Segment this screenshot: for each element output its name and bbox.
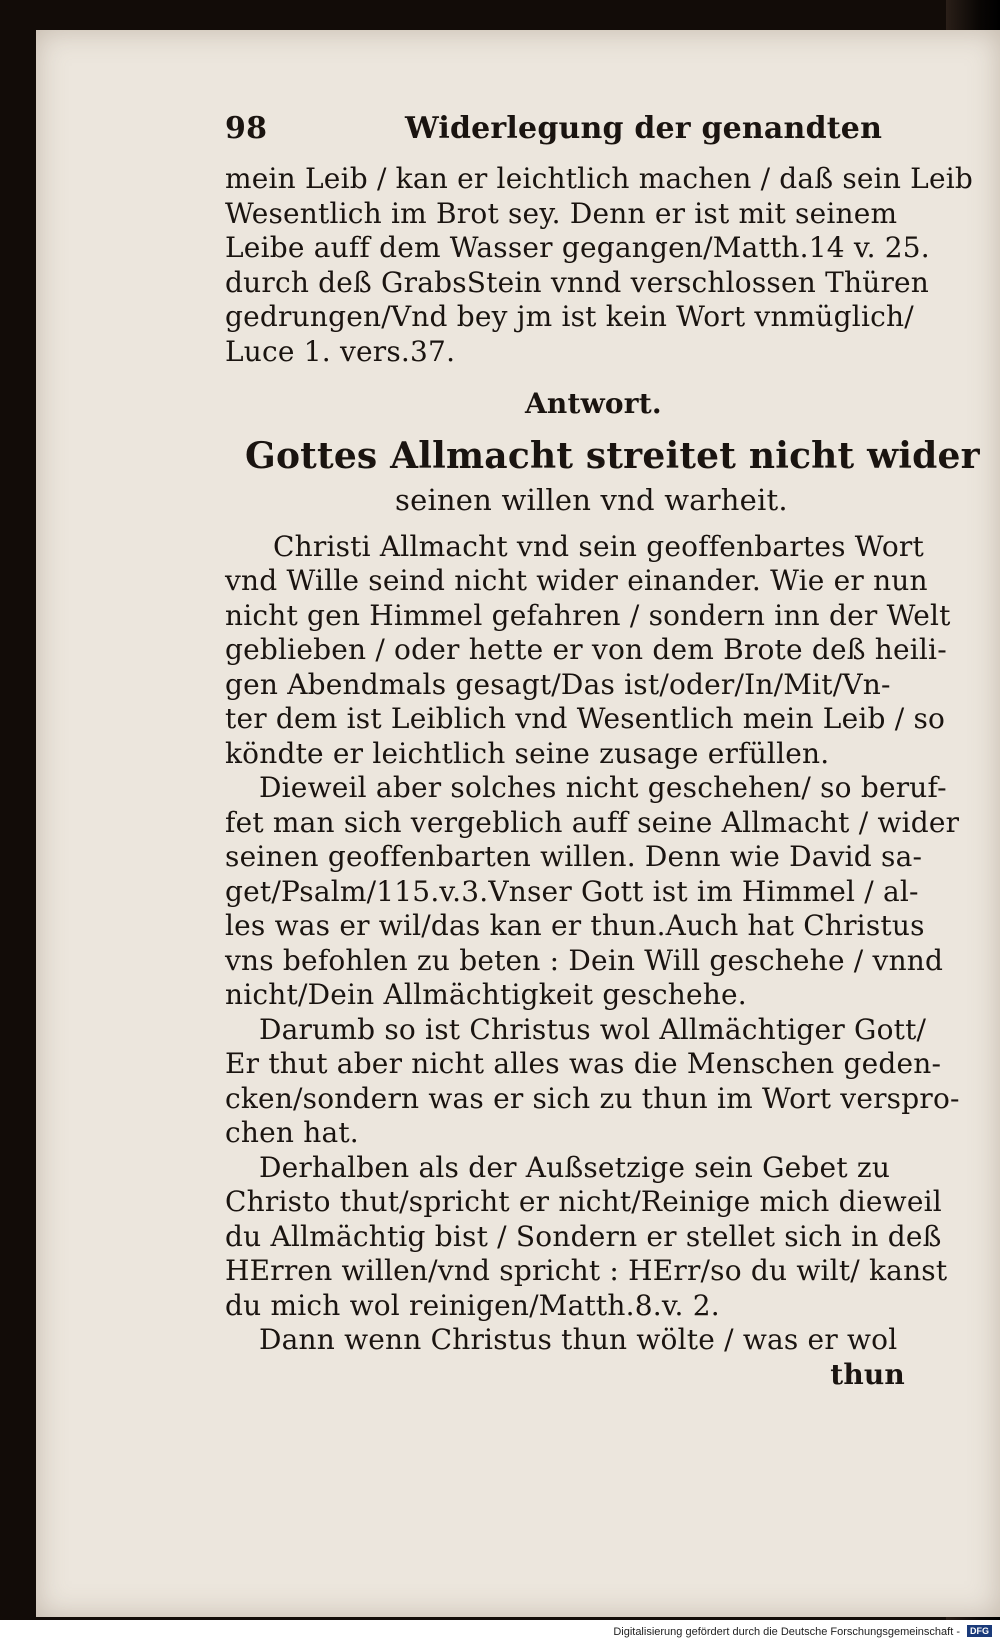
footer-bar (0, 1620, 1000, 1646)
text-line: cken/sondern was er sich zu thun im Wort verspro- (225, 1081, 960, 1115)
paragraph (225, 530, 975, 772)
text-line: gen Abendmals gesagt/Das ist/oder/In/Mit/Vn- (225, 667, 891, 701)
text-line: köndte er leichtlich seine zusage erfüllen. (225, 736, 830, 770)
text-line: les was er wil/das kan er thun.Auch hat Christus (225, 909, 925, 942)
text-line: Luce 1. vers.37. (225, 334, 456, 368)
paragraph (225, 1151, 975, 1324)
text-line: vnd Wille seind nicht wider einander. Wie er nun (225, 564, 928, 597)
text-line: chen hat. (225, 1116, 359, 1149)
paragraph (225, 1013, 975, 1151)
page-header (225, 112, 975, 162)
section-subtitle: seinen willen vnd warheit. (395, 482, 788, 517)
section-heading-antwort: Antwort. (525, 387, 662, 420)
text-line: Wesentlich im Brot sey. Denn er ist mit seinem (225, 196, 898, 230)
text-line: du mich wol reinigen/Matth.8.v. 2. (225, 1288, 720, 1322)
text-line: seinen geoffenbarten willen. Denn wie David sa- (225, 840, 923, 873)
text-line: nicht gen Himmel gefahren / sondern inn der Welt (225, 598, 951, 632)
text-line: Derhalben als der Außsetzige sein Gebet zu (259, 1150, 891, 1184)
text-line: Dieweil aber solches nicht geschehen/ so beruf- (259, 771, 947, 804)
text-line: HErren willen/vnd spricht : HErr/so du wilt/ kanst (225, 1254, 948, 1287)
text-line: vns befohlen zu beten : Dein Will geschehe / vnnd (225, 943, 944, 977)
digitization-credit: Digitalisierung gefördert durch die Deutsche Forschungsgemeinschaft - (613, 1626, 960, 1638)
text-line: ter dem ist Leiblich vnd Wesentlich mein Leib / so (225, 702, 946, 735)
running-title: Widerlegung der genandten (405, 111, 883, 146)
text-line: Darumb so ist Christus wol Allmächtiger Gott/ (259, 1012, 927, 1046)
text-line: durch deß GrabsStein vnnd verschlossen Thüren (225, 265, 930, 299)
text-line: Leibe auff dem Wasser gegangen/Matth.14 v. 25. (225, 231, 930, 264)
page-number: 98 (225, 111, 268, 146)
section-title: Gottes Allmacht streitet nicht wider (245, 434, 980, 477)
text-line: geblieben / oder hette er von dem Brote deß heili- (225, 633, 947, 666)
page-text (225, 111, 980, 1392)
catchword: thun (830, 1357, 905, 1391)
text-line: Dann wenn Christus thun wölte / was er wol (259, 1323, 898, 1356)
text-line: Christo thut/spricht er nicht/Reinige mich dieweil (225, 1185, 942, 1218)
text-line: fet man sich vergeblich auff seine Allmacht / wider (225, 805, 960, 839)
dfg-logo: DFG (967, 1625, 992, 1637)
text-line: Er thut aber nicht alles was die Menschen geden- (225, 1047, 942, 1080)
text-line: du Allmächtig bist / Sondern er stellet sich in deß (225, 1219, 942, 1253)
paragraph (225, 771, 975, 1013)
text-line: gedrungen/Vnd bey jm ist kein Wort vnmüglich/ (225, 300, 914, 333)
text-line: Christi Allmacht vnd sein geoffenbartes Wort (273, 529, 924, 563)
paragraph (225, 1323, 975, 1358)
text-line: get/Psalm/115.v.3.Vnser Gott ist im Himmel / al- (225, 874, 919, 908)
text-line: mein Leib / kan er leichtlich machen / daß sein Leib (225, 162, 973, 195)
text-line: nicht/Dein Allmächtigkeit geschehe. (225, 978, 747, 1011)
